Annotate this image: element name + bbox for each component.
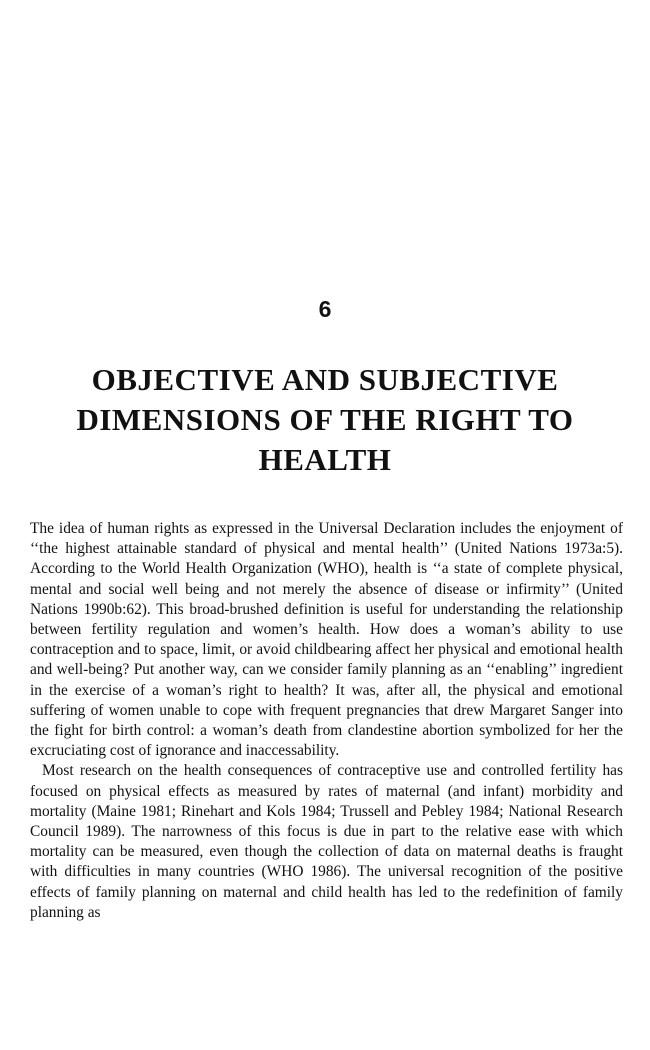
- chapter-number: 6: [318, 296, 332, 322]
- chapter-title: OBJECTIVE AND SUBJECTIVE DIMENSIONS OF THE RIGHT TO HEALTH: [76, 362, 574, 477]
- body-text: [30, 519, 623, 923]
- paragraph: Most research on the health consequences of contraceptive use and controlled fertility has focused on physical effects as measured by rates of maternal (and infant) morbidity and mortality (Maine 1981; Rinehart and Kols 1984; Trussell and Pebley 1984; National Research Council 1989). The narrowness of this focus is due in part to the relative ease with which mortality can be measured, even though the collection of data on maternal deaths is fraught with difficulties in many countries (WHO 1986). The universal recognition of the positive effects of family planning on maternal and child health has led to the redefinition of family planning as: [30, 762, 623, 921]
- paragraph: The idea of human rights as expressed in the Universal Declaration includes the enjoyment of ‘‘the highest attainable standard of physical and mental health’’ (United Nations 1973a:5). According to the World Health Organization (WHO), health is ‘‘a state of complete physical, mental and social well being and not merely the absence of disease or infirmity’’ (United Nations 1990b:62). This broad-brushed definition is useful for understanding the relationship between fertility regulation and women’s health. How does a woman’s ability to use contraception and to space, limit, or avoid childbearing affect her physical and emotional health and well-being? Put another way, can we consider family planning as an ‘‘enabling’’ ingredient in the exercise of a woman’s right to health? It was, after all, the physical and emotional suffering of women unable to cope with frequent pregnancies that drew Margaret Sanger into the fight for birth control: a woman’s death from clandestine abortion symbolized for her the excruciating cost of ignorance and inaccessability.: [30, 520, 623, 760]
